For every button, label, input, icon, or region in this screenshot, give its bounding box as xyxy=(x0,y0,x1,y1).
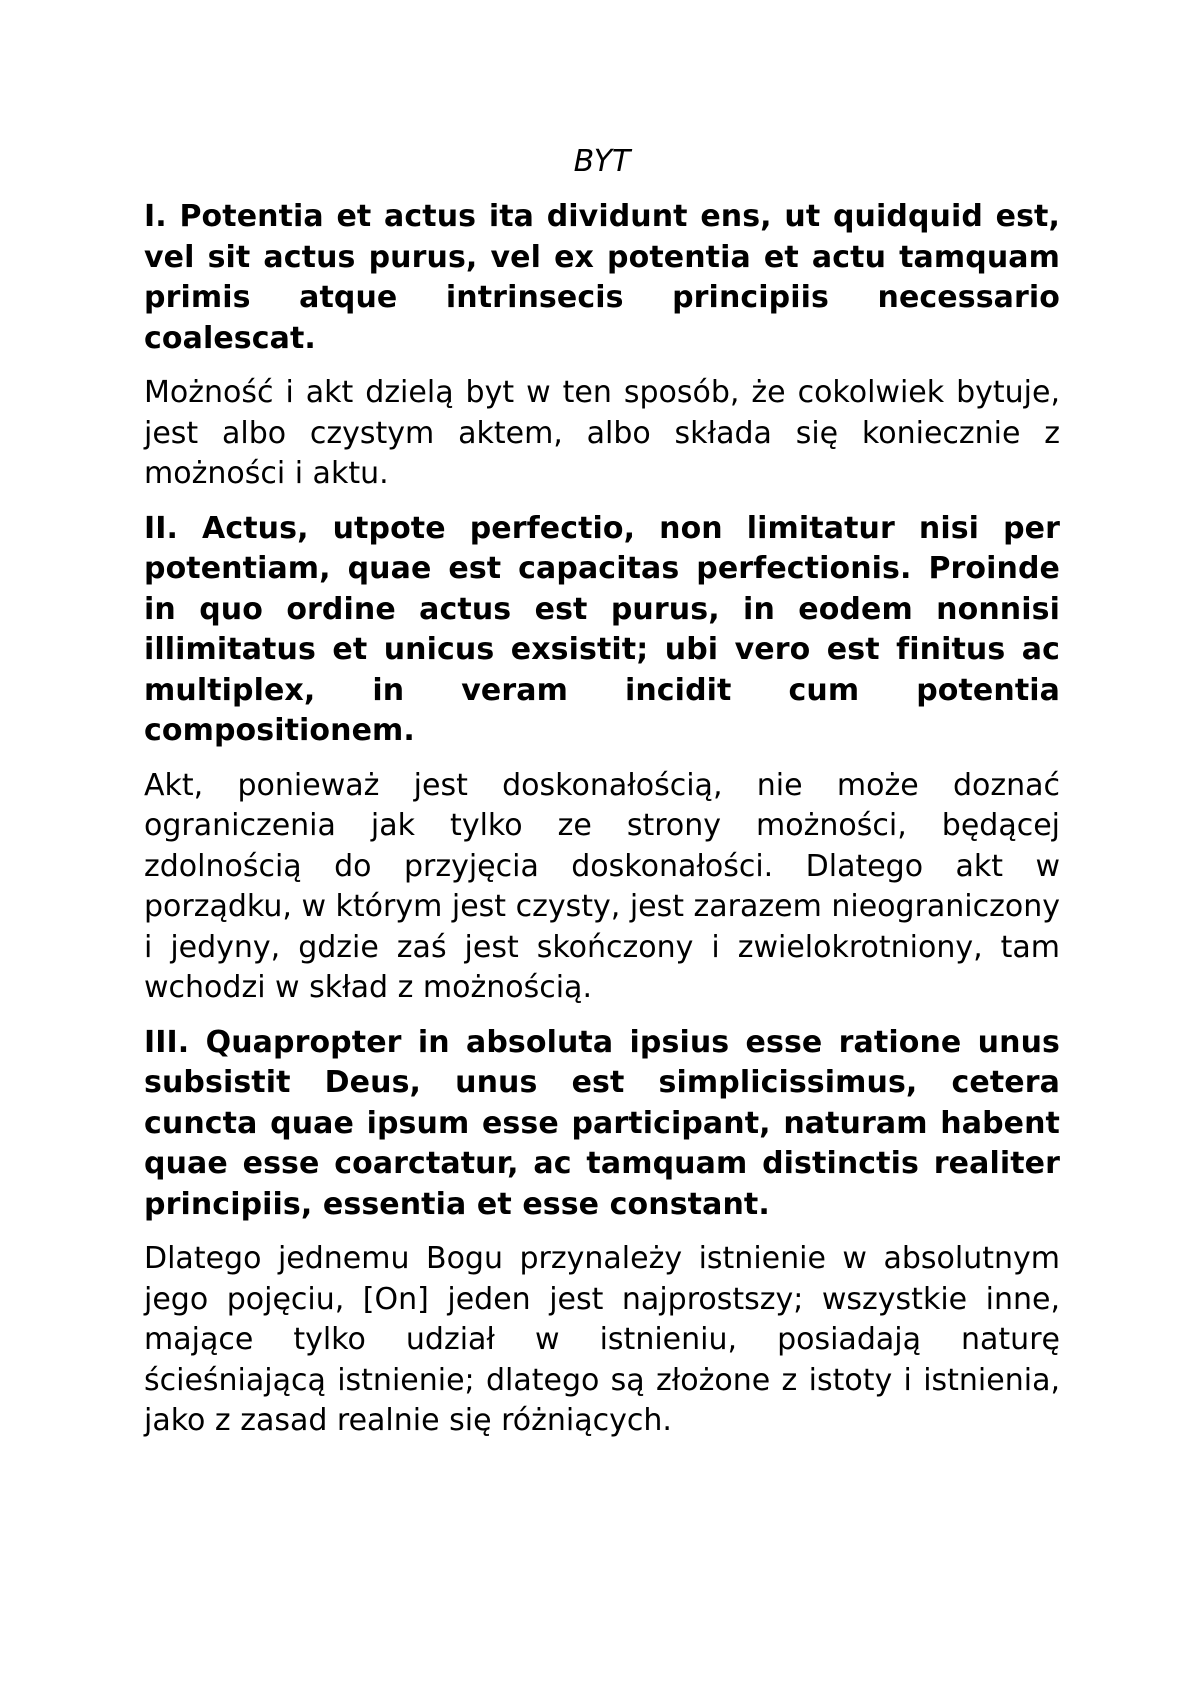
thesis-3-latin: III. Quapropter in absoluta ipsius esse ratione unus subsistit Deus, unus est simplicissimus, cetera cuncta quae ipsum esse participant, naturam habent quae esse coarctatur, ac tamquam distinctis realiter principiis, essentia et esse constant. xyxy=(144,1024,1060,1222)
thesis-2-latin: II. Actus, utpote perfectio, non limitatur nisi per potentiam, quae est capacitas perfectionis. Proinde in quo ordine actus est purus, in eodem nonnisi illimitatus et unicus exsistit; ubi vero est finitus ac multiplex, in veram incidit cum potentia compositionem. xyxy=(144,510,1060,748)
document-title: BYT xyxy=(573,144,631,179)
thesis-3-polish: Dlatego jednemu Bogu przynależy istnienie w absolutnym jego pojęciu, [On] jeden jest najprostszy; wszystkie inne, mające tylko udział w istnieniu, posiadają naturę ścieśniającą istnienie; dlatego są złożone z istoty i istnienia, jako z zasad realnie się różniących. xyxy=(144,1241,1060,1438)
document-body xyxy=(144,142,1060,1456)
thesis-1-polish: Możność i akt dzielą byt w ten sposób, że cokolwiek bytuje, jest albo czystym aktem, albo składa się koniecznie z możności i aktu. xyxy=(144,375,1060,491)
thesis-1-latin: I. Potentia et actus ita dividunt ens, ut quidquid est, vel sit actus purus, vel ex potentia et actu tamquam primis atque intrinsecis principiis necessario coalescat. xyxy=(144,199,1060,356)
thesis-2-polish: Akt, ponieważ jest doskonałością, nie może doznać ograniczenia jak tylko ze strony możności, będącej zdolnością do przyjęcia doskonałości. Dlatego akt w porządku, w którym jest czysty, jest zarazem nieograniczony i jedyny, gdzie zaś jest skończony i zwielokrotniony, tam wchodzi w skład z możnością. xyxy=(144,767,1060,1005)
